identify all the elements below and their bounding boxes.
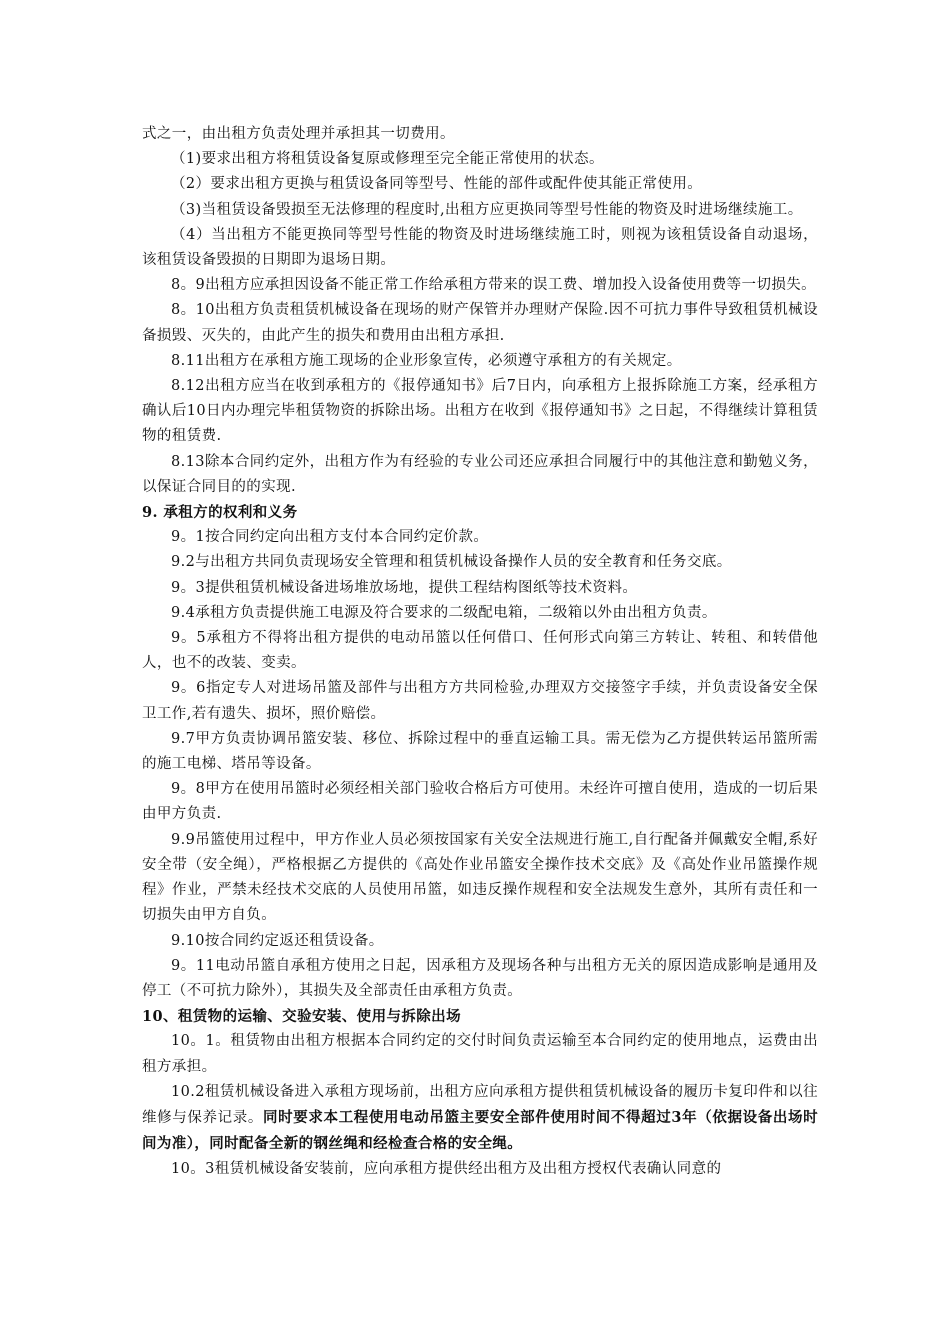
paragraph: 9。5承租方不得将出租方提供的电动吊篮以任何借口、任何形式向第三方转让、转租、和转借他人，也不的改装、变卖。 — [142, 630, 818, 672]
section-heading: 9. 承租方的权利和义务 — [142, 504, 298, 522]
paragraph: （4）当出租方不能更换同等型号性能的物资及时进场继续施工时，则视为该租赁设备自动退场，该租赁设备毁损的日期即为退场日期。 — [142, 226, 818, 269]
paragraph: 9.10按合同约定返还租赁设备。 — [171, 932, 384, 949]
paragraph: 9.4承租方负责提供施工电源及符合要求的二级配电箱，二级箱以外由出租方负责。 — [171, 604, 717, 621]
paragraph: 8.11出租方在承租方施工现场的企业形象宣传，必须遵守承租方的有关规定。 — [171, 352, 682, 369]
document-body — [142, 122, 818, 1183]
paragraph: 10。1。租赁物由出租方根据本合同约定的交付时间负责运输至本合同约定的使用地点，运费由出租方承担。 — [142, 1033, 818, 1075]
paragraph: 9。1按合同约定向出租方支付本合同约定价款。 — [171, 529, 489, 546]
paragraph: 9.2与出租方共同负责现场安全管理和租赁机械设备操作人员的安全教育和任务交底。 — [171, 554, 732, 571]
paragraph: 9。3提供租赁机械设备进场堆放场地，提供工程结构图纸等技术资料。 — [171, 579, 638, 596]
paragraph: 9。8甲方在使用吊篮时必须经相关部门验收合格后方可使用。未经许可擅自使用，造成的一切后果由甲方负责. — [142, 781, 818, 823]
paragraph: 9。11电动吊篮自承租方使用之日起，因承租方及现场各种与出租方无关的原因造成影响是通用及停工（不可抗力除外），其损失及全部责任由承租方负责。 — [142, 957, 818, 999]
paragraph: 9。6指定专人对进场吊篮及部件与出租方方共同检验,办理双方交接签字手续，并负责设备安全保卫工作,若有遗失、损坏，照价赔偿。 — [142, 680, 818, 722]
paragraph: 8.12出租方应当在收到承租方的《报停通知书》后7日内，向承租方上报拆除施工方案，经承租方确认后10日内办理完毕租赁物资的拆除出场。出租方在收到《报停通知书》之日起，不得继续计算租赁物的租赁费. — [142, 378, 818, 445]
section-heading: 10、租赁物的运输、交验安装、使用与拆除出场 — [142, 1008, 461, 1026]
paragraph: （1)要求出租方将租赁设备复原或修理至完全能正常使用的状态。 — [171, 151, 604, 168]
paragraph: 9.9吊篮使用过程中，甲方作业人员必须按国家有关安全法规进行施工,自行配备并佩戴安全帽,系好安全带（安全绳），严格根据乙方提供的《高处作业吊篮安全操作技术交底》及《高处作业吊篮操作规程》作业，严禁未经技术交底的人员使用吊篮，如违反操作规程和安全法规发生意外，其所有责任和一切损失由甲方自负。 — [142, 831, 818, 924]
paragraph: 8.13除本合同约定外，出租方作为有经验的专业公司还应承担合同履行中的其他注意和勤勉义务，以保证合同目的的实现. — [142, 453, 818, 495]
paragraph: 8。10出租方负责租赁机械设备在现场的财产保管并办理财产保险.因不可抗力事件导致租赁机械设备损毁、灭失的，由此产生的损失和费用由出租方承担. — [142, 302, 818, 344]
paragraph: 8。9出租方应承担因设备不能正常工作给承租方带来的误工费、增加投入设备使用费等一切损失。 — [171, 277, 817, 294]
paragraph-bold-text: 同时要求本工程使用电动吊篮主要安全部件使用时间不得超过3年（依据设备出场时间为准），同时配备全新的钢丝绳和经检查合格的安全绳。 — [142, 1108, 819, 1153]
paragraph: 9.7甲方负责协调吊篮安装、移位、拆除过程中的垂直运输工具。需无偿为乙方提供转运吊篮所需的施工电梯、塔吊等设备。 — [142, 730, 818, 773]
paragraph: 式之一，由出租方负责处理并承担其一切费用。 — [142, 126, 455, 142]
paragraph — [142, 1080, 818, 1158]
paragraph-text: 10.2租赁机械设备进入承租方现场前，出租方应向承租方提供租赁机械设备的履历卡复印件和以往维修与保养记录。 — [142, 1083, 818, 1126]
paragraph: 10。3租赁机械设备安装前，应向承租方提供经出租方及出租方授权代表确认同意的 — [171, 1161, 722, 1178]
paragraph: （2）要求出租方更换与租赁设备同等型号、性能的部件或配件使其能正常使用。 — [171, 176, 703, 193]
paragraph: （3)当租赁设备毁损至无法修理的程度时,出租方应更换同等型号性能的物资及时进场继续施工。 — [171, 201, 803, 218]
